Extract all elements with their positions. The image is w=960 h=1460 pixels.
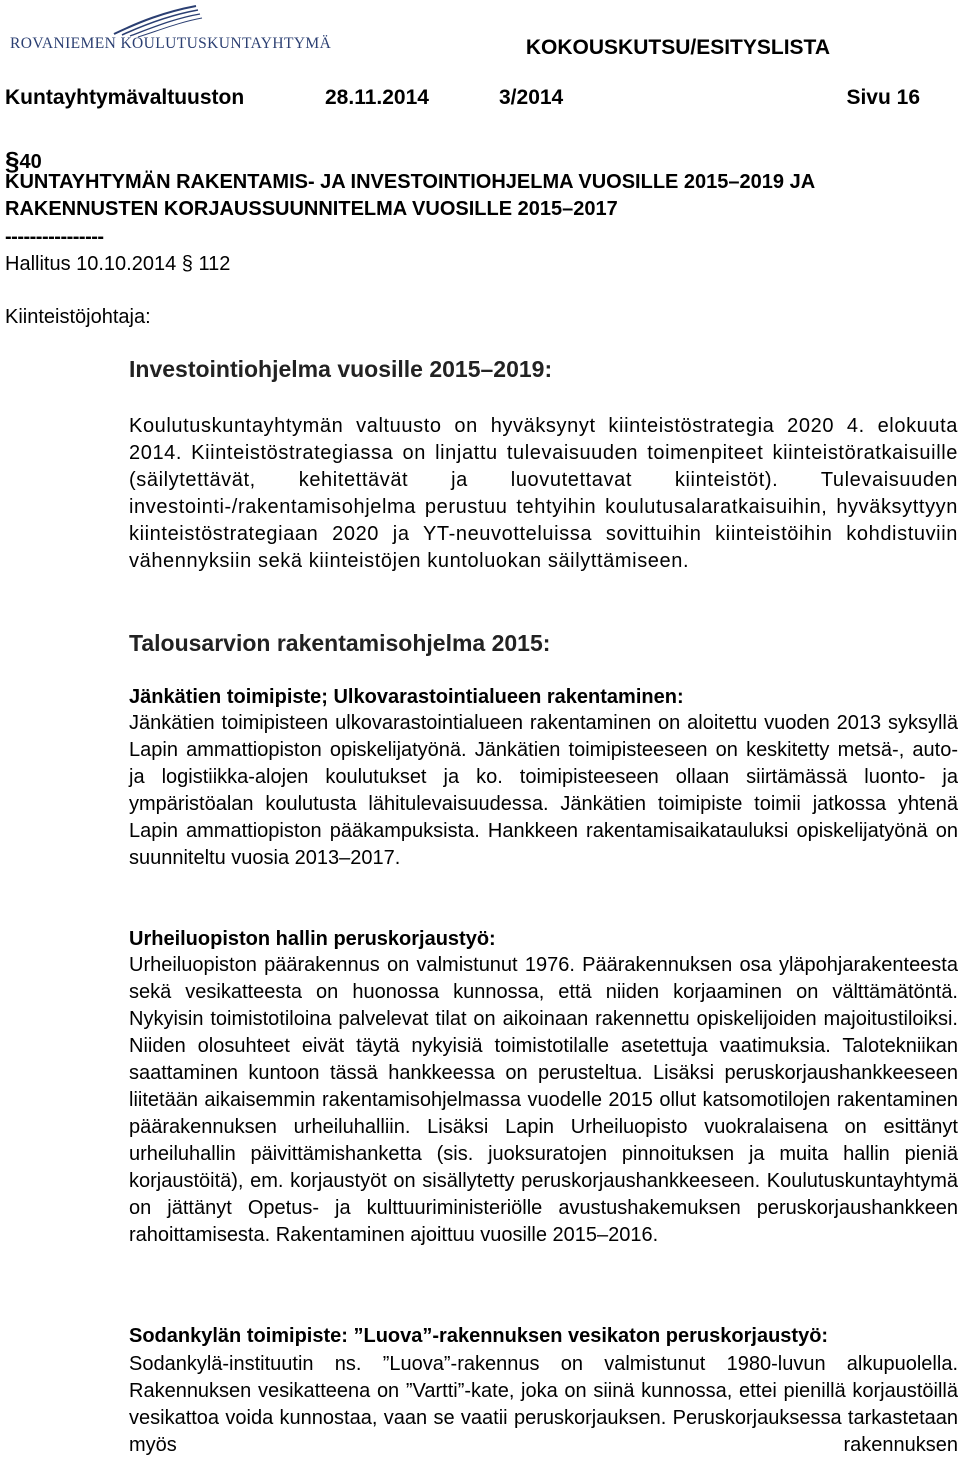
board-reference: Hallitus 10.10.2014 § 112: [5, 253, 231, 275]
logo-text: ROVANIEMEN KOULUTUSKUNTAYHTYMÄ: [10, 35, 332, 52]
section-title-line-2: RAKENNUSTEN KORJAUSSUUNNITELMA VUOSILLE 2015–2017: [5, 198, 618, 220]
meeting-number: 3/2014: [499, 86, 564, 109]
jankatien-paragraph: Jänkätien toimipisteen ulkovarastointialueen rakentaminen on aloitettu vuoden 2013 syksyllä Lapin ammattiopiston opiskelijatyönä. Jänkätien toimipisteeseen on keskitetty metsä-, auto- ja logistiikka-alojen koulutukset ja ko. toimipisteeseen ollaan siirtämässä luonto- ja ympäristöalan koulutusta lähitulevaisuudessa. Jänkätien toimipiste toimii jatkossa yhtenä Lapin ammattiopiston pääkampuksista. Hankkeen rakentamisaikatauluksi opiskelijatyönä on suunniteltu vuosia 2013–2017.: [129, 712, 958, 869]
section-number-value: 40: [19, 151, 42, 173]
jankatien-heading: Jänkätien toimipiste; Ulkovarastointialueen rakentaminen:: [129, 686, 684, 708]
meeting-date: 28.11.2014: [325, 86, 429, 109]
meeting-meta: [5, 86, 920, 114]
document-type: KOKOUSKUTSU/ESITYSLISTA: [525, 36, 830, 59]
investment-paragraph: Koulutuskuntayhtymän valtuusto on hyväksynyt kiinteistöstrategia 2020 4. elokuuta 2014. Kiinteistöstrategiassa on linjattu tulevaisuuden toimenpiteet kiinteistöratkaisuille (säilytettävät, kehitettävät ja luovutettavat kiinteistöt). Tulevaisuuden investointi-/rakentamisohjelma perustuu tehtyihin koulutusalaratkaisuihin, hyväksyttyyn kiinteistöstrategiaan 2020 ja YT-neuvotteluissa sovittuihin kiinteistöihin kohdistuviin vähennyksiin sekä kiinteistöjen kuntoluokan säilyttämiseen.: [129, 415, 958, 572]
urheiluopisto-paragraph: Urheiluopiston päärakennus on valmistunut 1976. Päärakennuksen osa yläpohjarakenteesta sekä vesikatteesta on huonossa kunnossa, että niiden korjaaminen on välttämätöntä. Nykyisin toimistotiloina palvelevat tilat on aikoinaan rakennettu opiskelijoiden majoitustiloiksi. Niiden olosuhteet eivät täytä nykyisiä toimistotilalle asetettuja vaatimuksia. Talotekniikan saattaminen kuntoon tässä hankkeessa on perusteltua. Lisäksi peruskorjaushankkeeseen liitetään aikaisemmin rakentamisohjelmassa vuodelle 2015 ollut katsomotilojen rakentaminen päärakennuksen urheiluhalliin. Lisäksi Lapin Urheiluopisto vuokralaisena on esittänyt urheiluhallin päivittämishanketta (sis. juoksuratojen pinnoituksen ja muita hallin pieniä korjaustöitä), em. korjaustyöt on sisällytetty peruskorjaushankkeeseen. Koulutuskuntayhtymä on jättänyt Opetus- ja kulttuuriministeriölle avustushakemuksen peruskorjaushankkeen rahoittamisesta. Rakentaminen ajoittuu vuosille 2015–2016.: [129, 954, 958, 1246]
sodankyla-paragraph: Sodankylä-instituutin ns. ”Luova”-rakennus on valmistunut 1980-luvun alkupuolella. Rakennuksen vesikatteena on ”Vartti”-kate, joka on siinä kunnossa, ettei pienillä korjaustöillä vesikattoa voida kunnostaa, vaan se vaatii peruskorjauksen. Peruskorjauksessa tarkastetaan myös rakennuksen: [129, 1353, 958, 1456]
proposer: Kiinteistöjohtaja:: [5, 306, 151, 328]
investment-heading: Investointiohjelma vuosille 2015–2019:: [129, 356, 553, 382]
section-sign: §: [5, 146, 20, 176]
section-title-line-1: KUNTAYHTYMÄN RAKENTAMIS- JA INVESTOINTIOHJELMA VUOSILLE 2015–2019 JA: [5, 171, 816, 193]
urheiluopisto-heading: Urheiluopiston hallin peruskorjaustyö:: [129, 928, 496, 950]
sodankyla-heading: Sodankylän toimipiste: ”Luova”-rakennuksen vesikaton peruskorjaustyö:: [129, 1325, 829, 1347]
budget-heading: Talousarvion rakentamisohjelma 2015:: [129, 630, 551, 656]
page-number: Sivu 16: [846, 86, 920, 109]
organization-logo: [4, 4, 364, 56]
meeting-organ: Kuntayhtymävaltuuston: [5, 86, 245, 109]
logo-swoosh-icon: [4, 4, 204, 38]
separator: ----------------: [5, 226, 104, 248]
